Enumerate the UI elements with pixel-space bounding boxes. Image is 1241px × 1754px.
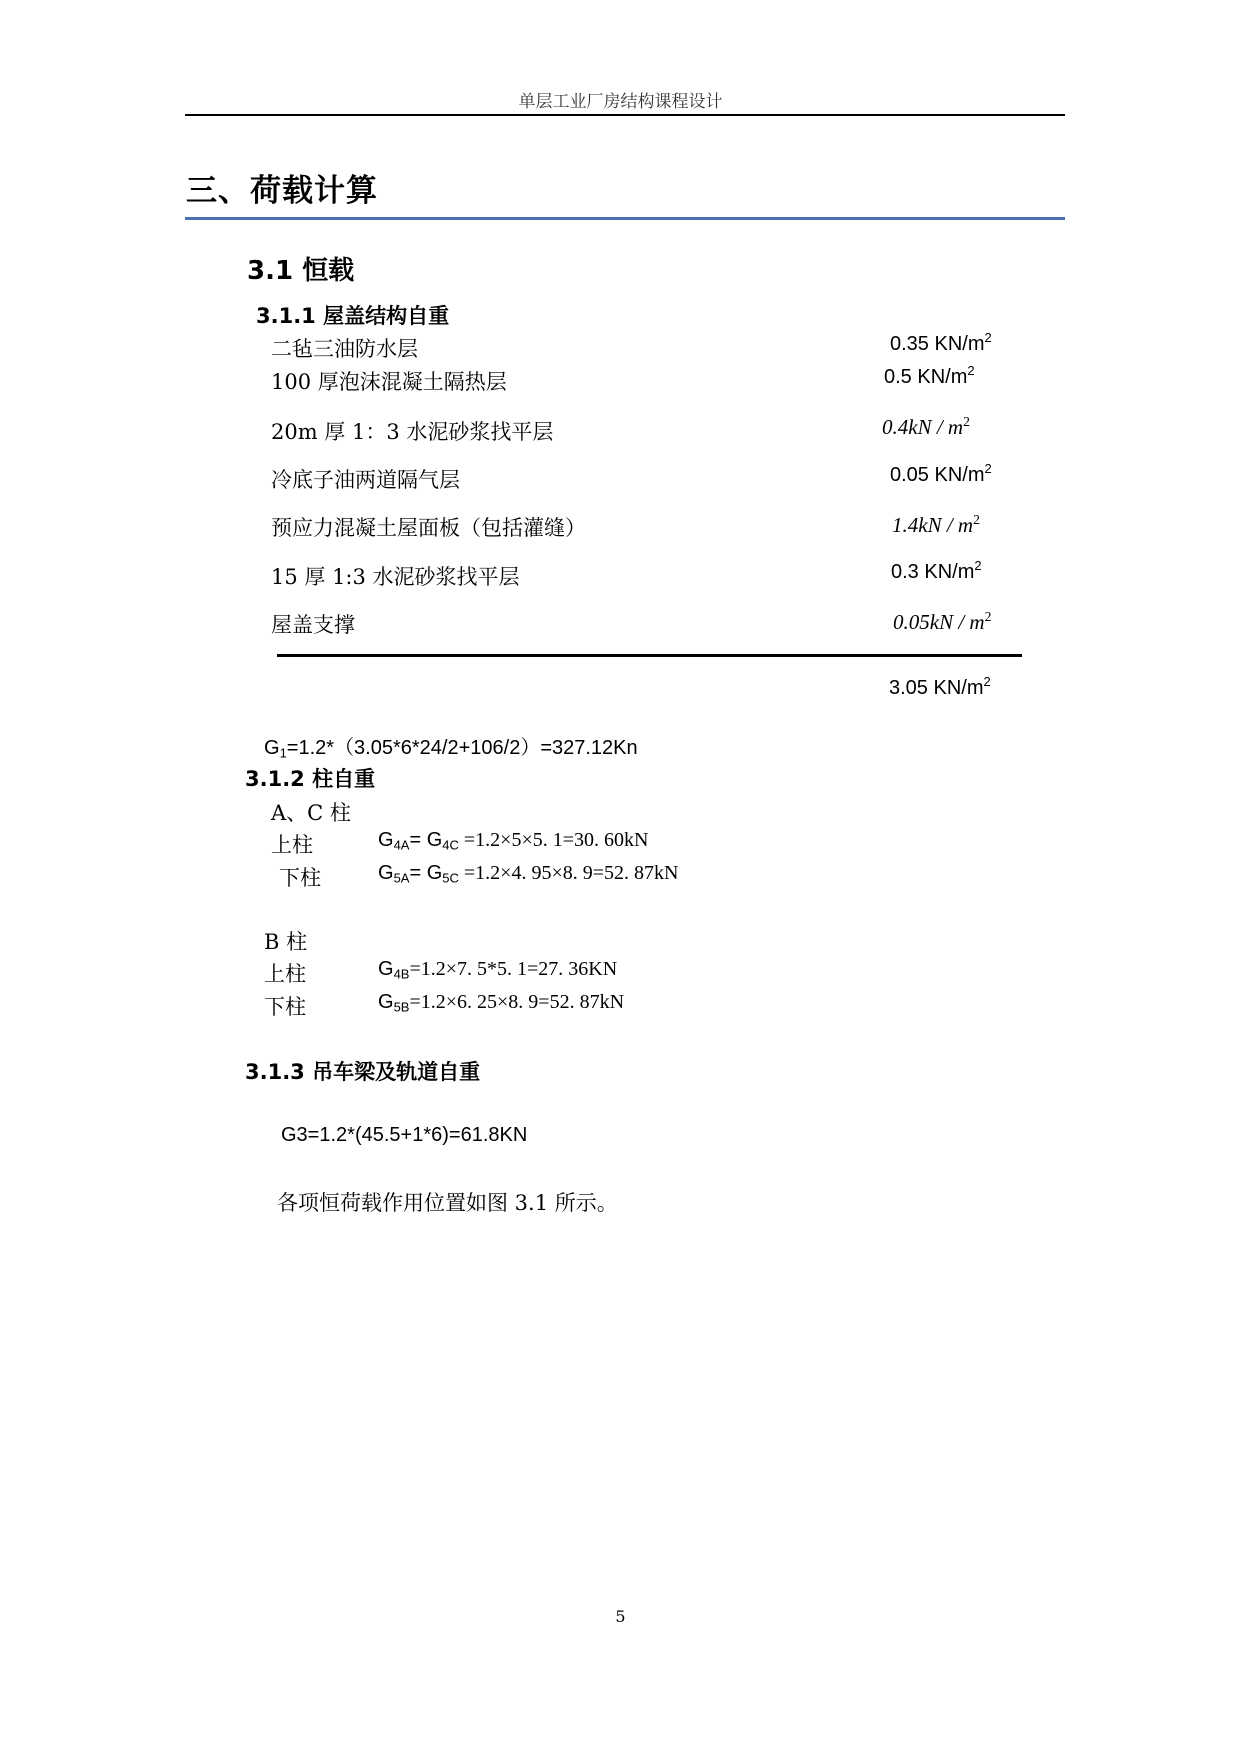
page-number: 5 xyxy=(615,1607,626,1626)
ac-upper-formula: $G_{4A}= G_{4C} =1.2\times 5\times 5$. 1=30. 60kN xyxy=(378,829,649,853)
ac-lower-formula: $G_{5A}= G_{5C} =1.2\times 4$. 95×8. 9=52. 87kN xyxy=(378,862,679,886)
chapter-title: 三、荷载计算 xyxy=(186,173,378,209)
column-part-label: 下柱 xyxy=(279,866,321,890)
load-item-label: 屋盖支撑 xyxy=(271,613,355,637)
load-item-value: $1.4kN / m^2$ xyxy=(892,511,980,537)
chapter-rule xyxy=(185,217,1065,220)
load-item-value: 0.3 $KN/m^2$ xyxy=(891,558,982,583)
load-item-value: $0.05kN / m^2$ xyxy=(893,608,992,634)
note-paragraph: 各项恒荷载作用位置如图 3.1 所示。 xyxy=(277,1191,618,1215)
load-item-label: 20m 厚 1：3 水泥砂浆找平层 xyxy=(271,420,554,444)
load-item-label: 二毡三油防水层 xyxy=(271,337,418,361)
b-upper-formula: $G_{4B}=1.2\times 7$. 5*5. 1=27. 36KN xyxy=(378,958,618,982)
column-part-label: 上柱 xyxy=(264,962,306,986)
load-item-label: 15 厚 1:3 水泥砂浆找平层 xyxy=(271,565,520,589)
load-item-label: 100 厚泡沫混凝土隔热层 xyxy=(271,370,507,394)
subsection-title-3-1-3: 3.1.3 吊车梁及轨道自重 xyxy=(245,1060,481,1084)
g3-formula: G3=1.2*(45.5+1*6)=61.8KN xyxy=(281,1124,528,1146)
g1-formula: $G_1=1.2*(3.05*6*24/2+106/2)=327.12Kn$ xyxy=(264,737,638,761)
load-item-value: 0.05 $KN/m^2$ xyxy=(890,461,992,486)
load-item-value: $0.4kN / m^2$ xyxy=(882,413,970,439)
b-lower-formula: $G_{5B}=1.2\times 6$. 25×8. 9=52. 87kN xyxy=(378,991,625,1015)
load-item-label: 冷底子油两道隔气层 xyxy=(271,468,460,492)
column-group-label: A、C 柱 xyxy=(271,801,351,825)
sum-rule xyxy=(277,654,1022,657)
section-title-3-1: 3.1 恒载 xyxy=(247,256,355,286)
load-item-value: 0.35 $KN/m^2$ xyxy=(890,330,992,355)
load-item-label: 预应力混凝土屋面板（包括灌缝） xyxy=(271,516,586,540)
column-group-label: B 柱 xyxy=(264,930,308,954)
subsection-title-3-1-1: 3.1.1 屋盖结构自重 xyxy=(256,304,450,328)
running-header: 单层工业厂房结构课程设计 xyxy=(518,92,723,112)
load-item-value: 0.5 $KN/m^2$ xyxy=(884,363,975,388)
header-rule xyxy=(185,114,1065,116)
column-part-label: 下柱 xyxy=(264,995,306,1019)
load-total-value: 3.05 $KN/m^2$ xyxy=(889,674,991,699)
subsection-title-3-1-2: 3.1.2 柱自重 xyxy=(245,767,376,791)
column-part-label: 上柱 xyxy=(271,833,313,857)
